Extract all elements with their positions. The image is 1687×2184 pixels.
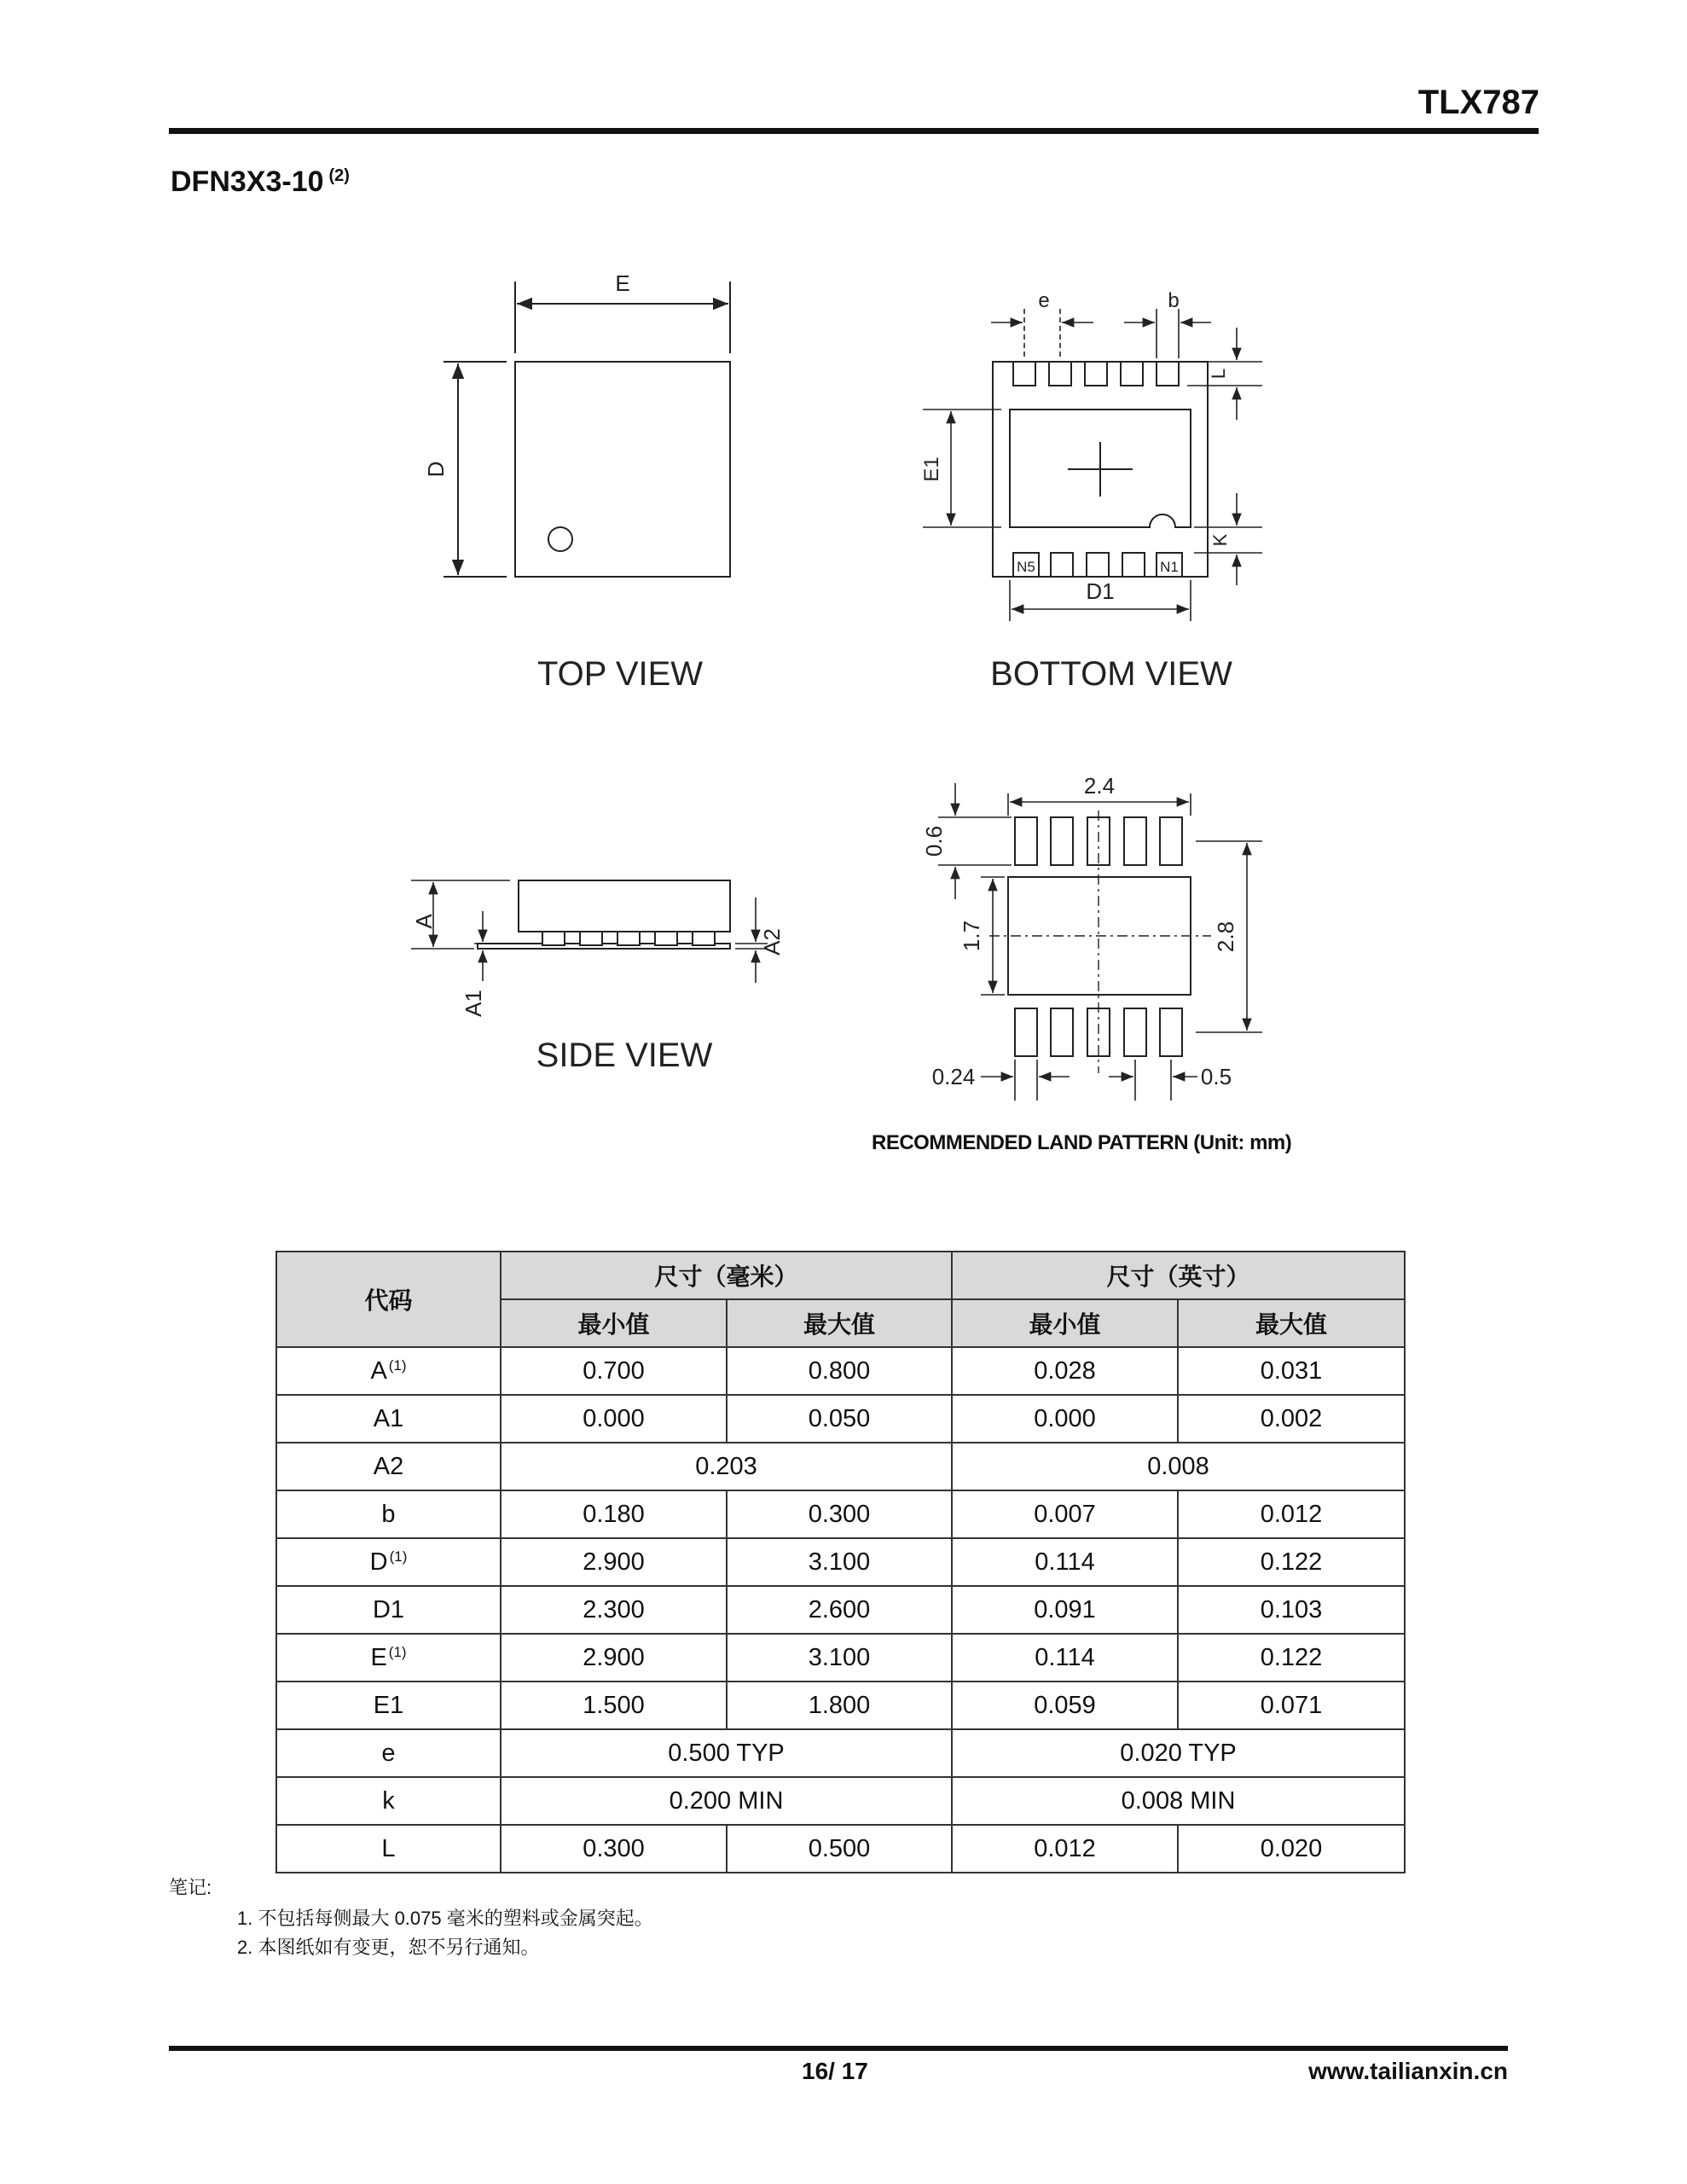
row-code: k — [276, 1777, 501, 1825]
row-code: A1 — [276, 1395, 501, 1443]
cell-in-min: 0.091 — [952, 1586, 1178, 1634]
header-mm: 尺寸（毫米） — [501, 1252, 952, 1299]
bottom-dim-k-label: K — [1209, 533, 1231, 547]
bottom-pad — [1087, 553, 1109, 577]
cell-in: 0.020 TYP — [952, 1729, 1405, 1777]
cell-in-min: 0.007 — [952, 1490, 1178, 1538]
side-view-label: SIDE VIEW — [536, 1037, 713, 1074]
row-code: A2 — [276, 1443, 501, 1490]
bottom-dim-l-label: L — [1208, 368, 1229, 380]
cell-mm-min: 2.300 — [501, 1586, 727, 1634]
land-dim-width-label: 2.4 — [1083, 773, 1116, 799]
side-lead — [693, 932, 715, 945]
side-dim-a1-label: A1 — [461, 990, 486, 1017]
header-in: 尺寸（英寸） — [952, 1252, 1405, 1299]
note-item: 1. 不包括每侧最大 0.075 毫米的塑料或金属突起。 — [237, 1908, 653, 1929]
table-row — [276, 1682, 1405, 1729]
side-dim-a-label: A — [411, 914, 437, 929]
top-dim-e-label: E — [615, 270, 630, 296]
bottom-dim-d1-label: D1 — [1086, 578, 1115, 604]
land-pad — [1160, 1008, 1182, 1056]
cell-mm: 0.200 MIN — [501, 1777, 952, 1825]
bottom-dim-e-label: e — [1038, 289, 1050, 312]
bottom-dim-b-label: b — [1168, 289, 1180, 312]
bottom-pad — [1121, 362, 1143, 386]
land-pattern-caption: RECOMMENDED LAND PATTERN (Unit: mm) — [872, 1131, 1292, 1154]
package-note-ref: (2) — [328, 166, 350, 185]
cell-in-min: 0.028 — [952, 1347, 1178, 1395]
cell-mm-min: 0.000 — [501, 1395, 727, 1443]
cell-in-min: 0.059 — [952, 1682, 1178, 1729]
table-row — [276, 1729, 1405, 1777]
cell-mm-min: 0.300 — [501, 1825, 727, 1873]
bottom-pad — [1085, 362, 1107, 386]
bottom-dim-e1-label: E1 — [920, 456, 943, 482]
page-number: 16/ 17 — [802, 2058, 868, 2084]
part-number: TLX787 — [1417, 84, 1539, 121]
cell-in-min: 0.000 — [952, 1395, 1178, 1443]
top-dim-d-label: D — [423, 461, 449, 478]
pin1-marker — [548, 527, 572, 551]
table-row — [276, 1443, 1405, 1490]
side-lead — [655, 932, 677, 945]
cell-mm-max: 0.300 — [727, 1490, 952, 1538]
cell-mm-max: 1.800 — [727, 1682, 952, 1729]
cell-in-max: 0.103 — [1178, 1586, 1405, 1634]
row-code: A $^{(1)}$ — [276, 1347, 501, 1395]
side-lead — [580, 932, 602, 945]
cell-mm-max: 0.800 — [727, 1347, 952, 1395]
footer-rule — [169, 2046, 1508, 2051]
table-row — [276, 1586, 1405, 1634]
bottom-pad — [1051, 553, 1073, 577]
cell-in-min: 0.114 — [952, 1634, 1178, 1682]
row-code: D $^{(1)}$ — [276, 1538, 501, 1586]
cell-in-max: 0.071 — [1178, 1682, 1405, 1729]
top-view — [443, 282, 730, 577]
header-in-max: 最大值 — [1178, 1299, 1405, 1347]
pin-n5-label: N5 — [1017, 559, 1035, 575]
side-dim-a2-label: A2 — [759, 928, 785, 956]
package-name: DFN3X3-10 — [171, 166, 324, 198]
land-dim-pad-w-label: 0.24 — [931, 1064, 976, 1089]
cell-mm: 0.500 TYP — [501, 1729, 952, 1777]
side-lead — [617, 932, 640, 945]
cell-mm-max: 0.050 — [727, 1395, 952, 1443]
land-pad — [1160, 817, 1182, 865]
cell-mm-min: 0.180 — [501, 1490, 727, 1538]
table-row — [276, 1634, 1405, 1682]
cell-in-min: 0.012 — [952, 1825, 1178, 1873]
table-row — [276, 1490, 1405, 1538]
side-lead — [542, 932, 565, 945]
row-code: e — [276, 1729, 501, 1777]
cell-in-max: 0.122 — [1178, 1634, 1405, 1682]
cell-in-max: 0.031 — [1178, 1347, 1405, 1395]
website-link[interactable]: www.tailianxin.cn — [1308, 2058, 1508, 2084]
cell-in-min: 0.114 — [952, 1538, 1178, 1586]
bottom-pad — [1122, 553, 1145, 577]
land-pad — [1015, 1008, 1037, 1056]
land-dim-center-label: 1.7 — [959, 920, 984, 952]
table-row — [276, 1538, 1405, 1586]
land-pad — [1051, 817, 1073, 865]
header-mm-max: 最大值 — [727, 1299, 952, 1347]
table-row — [276, 1777, 1405, 1825]
row-code: E1 — [276, 1682, 501, 1729]
cell-in: 0.008 — [952, 1443, 1405, 1490]
row-code: L — [276, 1825, 501, 1873]
cell-in-max: 0.122 — [1178, 1538, 1405, 1586]
cell-mm: 0.203 — [501, 1443, 952, 1490]
cell-in: 0.008 MIN — [952, 1777, 1405, 1825]
cell-mm-min: 2.900 — [501, 1538, 727, 1586]
cell-mm-max: 3.100 — [727, 1634, 952, 1682]
bottom-view — [993, 362, 1208, 577]
land-pad — [1015, 817, 1037, 865]
bottom-pad — [1157, 362, 1179, 386]
cell-mm-min: 2.900 — [501, 1634, 727, 1682]
cell-mm-max: 2.600 — [727, 1586, 952, 1634]
table-row — [276, 1395, 1405, 1443]
cell-in-max: 0.020 — [1178, 1825, 1405, 1873]
note-item: 2. 本图纸如有变更，恕不另行通知。 — [237, 1937, 540, 1958]
header-code: 代码 — [276, 1252, 501, 1347]
row-code: D1 — [276, 1586, 501, 1634]
top-view-body — [515, 362, 730, 577]
land-pad — [1124, 817, 1146, 865]
notes-heading: 笔记: — [169, 1877, 212, 1898]
land-pad — [1051, 1008, 1073, 1056]
cell-mm-min: 1.500 — [501, 1682, 727, 1729]
top-view-label: TOP VIEW — [536, 655, 704, 693]
cell-mm-max: 3.100 — [727, 1538, 952, 1586]
bottom-pad — [1013, 362, 1035, 386]
cell-mm-max: 0.500 — [727, 1825, 952, 1873]
table-row — [276, 1347, 1405, 1395]
pin-n1-label: N1 — [1160, 559, 1179, 575]
cell-in-max: 0.002 — [1178, 1395, 1405, 1443]
land-dim-total-label: 2.8 — [1213, 921, 1238, 953]
land-pad — [1124, 1008, 1146, 1056]
land-pattern — [1008, 817, 1191, 1056]
bottom-pad — [1049, 362, 1071, 386]
row-code: b — [276, 1490, 501, 1538]
land-dim-pad-len-label: 0.6 — [921, 825, 947, 857]
dimension-table — [275, 1251, 1406, 1873]
bottom-view-label: BOTTOM VIEW — [990, 655, 1232, 693]
row-code: E $^{(1)}$ — [276, 1634, 501, 1682]
side-view — [478, 880, 730, 949]
table-row — [276, 1825, 1405, 1873]
cell-in-max: 0.012 — [1178, 1490, 1405, 1538]
side-view-body — [519, 880, 730, 932]
header-in-min: 最小值 — [952, 1299, 1178, 1347]
cell-mm-min: 0.700 — [501, 1347, 727, 1395]
land-dim-pitch-label: 0.5 — [1200, 1064, 1232, 1089]
header-mm-min: 最小值 — [501, 1299, 727, 1347]
